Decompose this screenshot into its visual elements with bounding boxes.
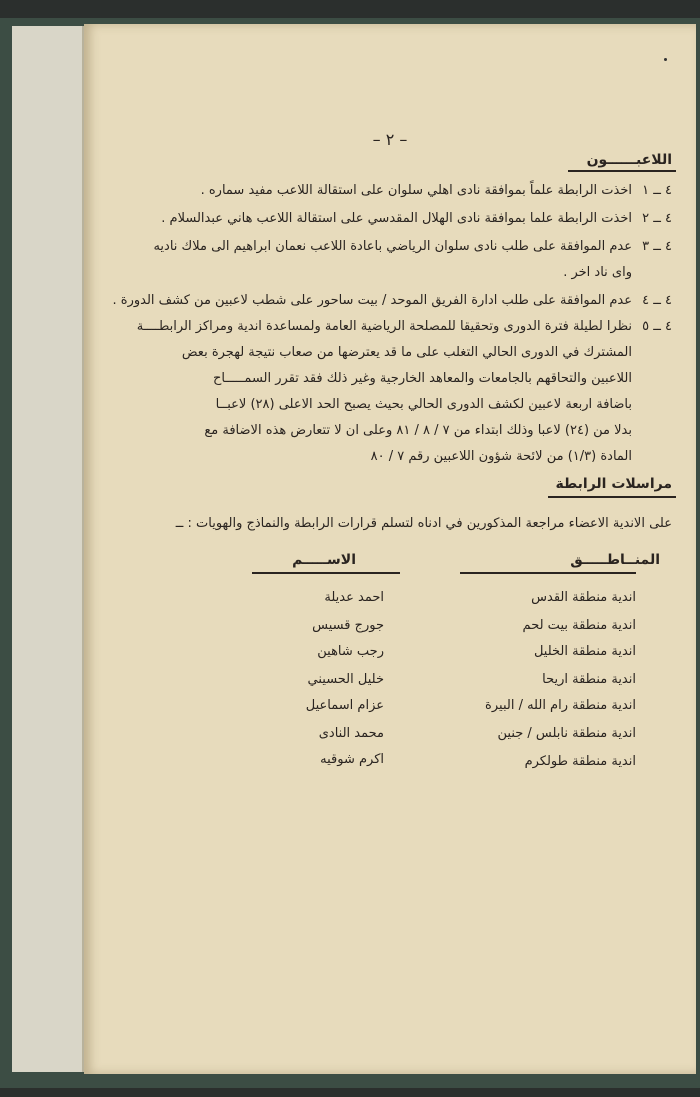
- names-column-header: الاســـــم: [292, 552, 356, 568]
- players-heading-underline: [568, 170, 676, 172]
- item-4-5-cont-1: [92, 344, 672, 362]
- region-row: اندية منطقة طولكرم: [524, 754, 636, 769]
- item-number: ٤ ــ ١: [642, 183, 672, 198]
- region-row: اندية منطقة اريحا: [542, 672, 636, 687]
- name-row: اكرم شوقيه: [320, 752, 384, 767]
- paper-speck: [664, 58, 667, 61]
- players-heading: اللاعبــــــون: [586, 152, 672, 168]
- facing-page-edge: [12, 26, 84, 1072]
- item-4-1: [92, 182, 672, 200]
- names-header-underline: [252, 572, 400, 574]
- item-4-5-cont-2: [92, 370, 672, 388]
- item-text: عدم الموافقة على طلب نادى سلوان الرياضي باعادة اللاعب نعمان ابراهيم الى ملاك ناديه: [153, 239, 632, 254]
- item-text: عدم الموافقة على طلب ادارة الفريق الموحد / بيت ساحور على شطب لاعبين من كشف الدورة .: [112, 293, 632, 308]
- regions-column-header: المنــاطـــــق: [570, 552, 660, 568]
- region-row: اندية منطقة الخليل: [533, 644, 636, 659]
- item-number: ٤ ــ ٢: [642, 211, 672, 226]
- regions-header-underline: [460, 572, 636, 574]
- item-4-5: [92, 318, 672, 336]
- region-row: اندية منطقة بيت لحم: [522, 618, 636, 633]
- item-4-5-cont-3: [92, 396, 672, 414]
- item-4-2: [92, 210, 672, 228]
- name-row: محمد النادى: [318, 726, 384, 741]
- name-row: عزام اسماعيل: [305, 698, 384, 713]
- item-4-3-cont: [92, 264, 672, 282]
- name-row: احمد عديلة: [324, 590, 384, 605]
- item-text: بدلا من (٢٤) لاعبا وذلك ابتداء من ٧ / ٨ / ٨١ وعلى ان لا تتعارض هذه الاضافة مع: [204, 423, 632, 438]
- region-row: اندية منطقة القدس: [531, 590, 636, 605]
- item-4-5-cont-5: [92, 448, 672, 466]
- item-4-4: [92, 292, 672, 310]
- name-row: جورج قسيس: [312, 618, 384, 633]
- item-text: المادة (١/٣) من لائحة شؤون اللاعبين رقم ٧ / ٨٠: [370, 449, 632, 464]
- region-row: اندية منطقة رام الله / البيرة: [485, 698, 636, 713]
- document-page: [84, 24, 696, 1074]
- region-row: اندية منطقة نابلس / جنين: [497, 726, 636, 741]
- item-text: المشترك في الدورى الحالي التغلب على ما قد يعترضها من صعاب نتيجة لهجرة بعض: [181, 345, 632, 360]
- item-text: اخذت الرابطة علما بموافقة نادى الهلال المقدسي على استقالة اللاعب هاني عبدالسلام .: [161, 211, 632, 226]
- item-number: ٤ ــ ٥: [642, 319, 672, 334]
- correspondence-intro: على الاندية الاعضاء مراجعة المذكورين في ادناه لتسلم قرارات الرابطة والنماذج والهويات : ــ: [175, 516, 672, 531]
- name-row: رجب شاهين: [317, 644, 384, 659]
- item-number: ٤ ــ ٣: [642, 239, 672, 254]
- item-text: اللاعبين والتحاقهم بالجامعات والمعاهد الخارجية وغير ذلك فقد تقرر السمـــــاح: [213, 371, 632, 386]
- item-text: اخذت الرابطة علماً بموافقة نادى اهلي سلوان على استقالة اللاعب مفيد سماره .: [200, 183, 632, 198]
- item-text: نظرا لطيلة فترة الدورى وتحقيقا للمصلحة الرياضية العامة ولمساعدة اندية ومراكز الرابطــــة: [136, 319, 632, 334]
- page-number: – ٢ –: [372, 130, 408, 149]
- correspondence-heading: مراسلات الرابطة: [555, 476, 672, 492]
- item-text: باضافة اربعة لاعبين لكشف الدورى الحالي بحيث يصبح الحد الاعلى (٢٨) لاعبــا: [215, 397, 632, 412]
- item-4-5-cont-4: [92, 422, 672, 440]
- correspondence-heading-underline: [548, 496, 676, 498]
- name-row: خليل الحسيني: [307, 672, 384, 687]
- item-text: واى ناد اخر .: [563, 265, 632, 280]
- item-number: ٤ ــ ٤: [642, 293, 672, 308]
- item-4-3: [92, 238, 672, 256]
